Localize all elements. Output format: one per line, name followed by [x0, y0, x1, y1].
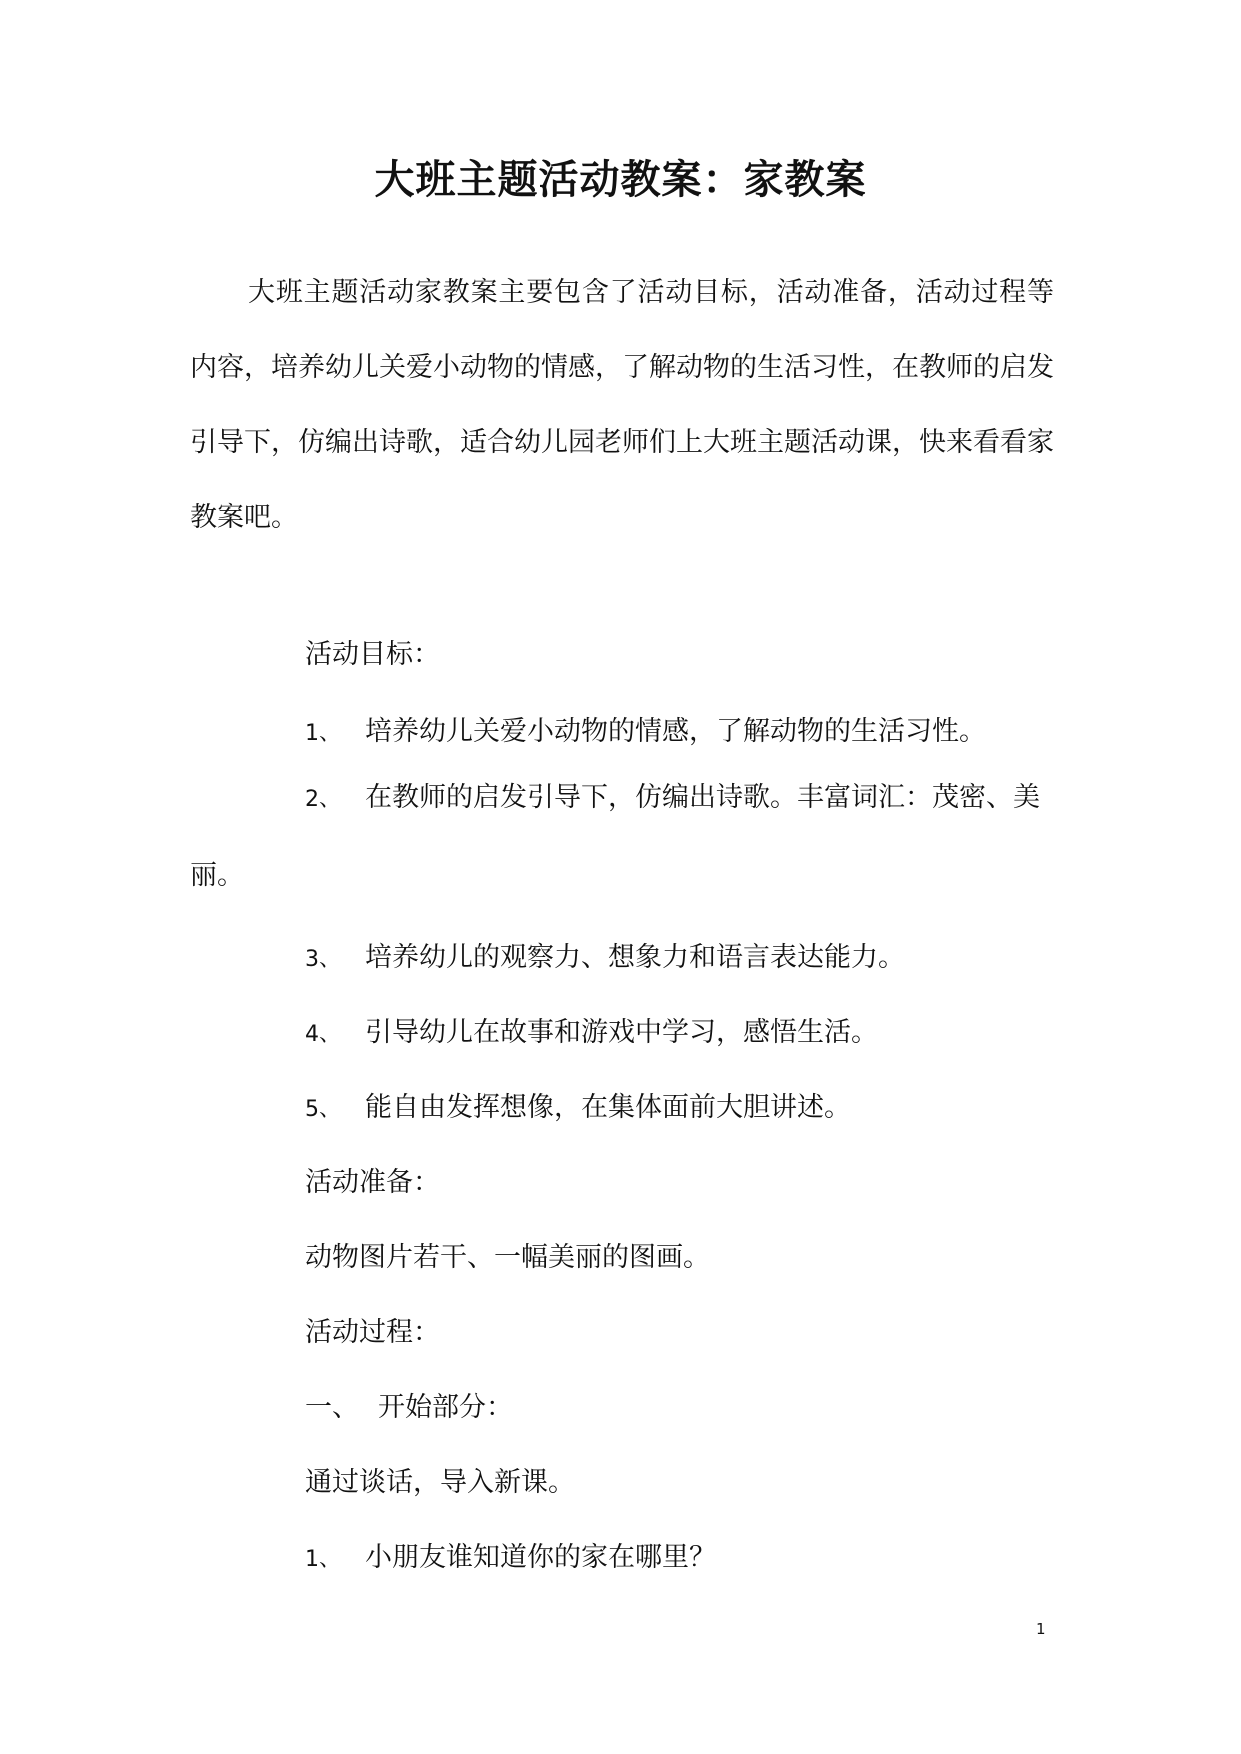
part-one-heading — [305, 1388, 513, 1428]
part-text: 开始部分： — [378, 1392, 513, 1423]
goal-number: 2、 — [305, 787, 341, 812]
goal-number: 5、 — [305, 1097, 341, 1122]
goal-text: 在教师的启发引导下，仿编出诗歌。丰富词汇：茂密、美丽。 — [190, 782, 1040, 891]
goal-text: 能自由发挥想像，在集体面前大胆讲述。 — [365, 1092, 851, 1123]
prep-heading: 活动准备： — [305, 1167, 440, 1198]
part-one-text: 通过谈话，导入新课。 — [305, 1467, 575, 1498]
goal-number: 1、 — [305, 721, 341, 746]
goal-number: 3、 — [305, 947, 341, 972]
goals-heading: 活动目标： — [305, 639, 440, 670]
step-text: 小朋友谁知道你的家在哪里？ — [365, 1542, 716, 1573]
part-number: 一、 — [305, 1392, 359, 1423]
page-number: 1 — [1036, 1620, 1046, 1638]
goal-text: 引导幼儿在故事和游戏中学习，感悟生活。 — [365, 1017, 878, 1048]
goal-text: 培养幼儿关爱小动物的情感，了解动物的生活习性。 — [365, 716, 986, 747]
step-number: 1、 — [305, 1547, 341, 1572]
goal-item-2 — [190, 760, 1070, 914]
intro-paragraph: 大班主题活动家教案主要包含了活动目标，活动准备，活动过程等内容，培养幼儿关爱小动物的情感，了解动物的生活习性，在教师的启发引导下，仿编出诗歌，适合幼儿园老师们上大班主题活动课，快来看看家教案吧。 — [190, 277, 1054, 533]
document-title: 大班主题活动教案：家教案 — [374, 156, 867, 203]
goal-text: 培养幼儿的观察力、想象力和语言表达能力。 — [365, 942, 905, 973]
goal-item-3 — [305, 938, 905, 980]
prep-text: 动物图片若干、一幅美丽的图画。 — [305, 1242, 710, 1273]
process-heading: 活动过程： — [305, 1317, 440, 1348]
goal-item-1 — [305, 712, 986, 754]
step-item-1 — [305, 1538, 716, 1580]
goal-item-4 — [305, 1013, 878, 1055]
goal-item-5 — [305, 1088, 851, 1130]
goal-number: 4、 — [305, 1022, 341, 1047]
